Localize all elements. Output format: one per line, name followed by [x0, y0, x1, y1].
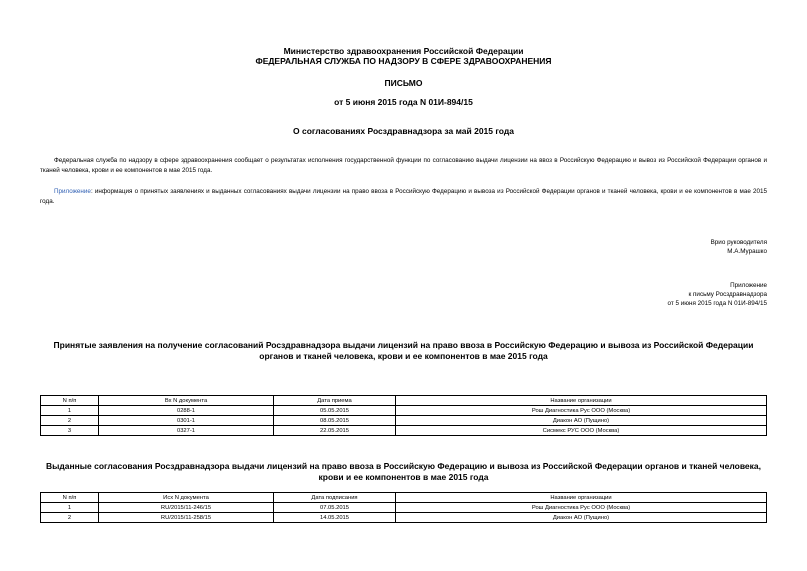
column-header: Дата приема [274, 396, 396, 406]
appendix-label[interactable]: Приложение [730, 282, 767, 289]
ministry-title: Министерство здравоохранения Российской Федерации [283, 46, 524, 56]
body-paragraph [40, 156, 767, 176]
document-subject: О согласованиях Росздравнадзора за май 2015 года [293, 126, 514, 136]
cell-org: Рош Диагностика Рус ООО (Москва) [396, 406, 767, 416]
column-header: Исх N документа [99, 493, 274, 503]
service-title: ФЕДЕРАЛЬНАЯ СЛУЖБА ПО НАДЗОРУ В СФЕРЕ ЗДРАВООХРАНЕНИЯ [255, 56, 552, 66]
accepted-applications-table [40, 395, 767, 436]
column-header: Название организации [396, 396, 767, 406]
document-type: ПИСЬМО [384, 78, 423, 88]
cell-doc: RU/2015/11-246/15 [99, 503, 274, 513]
cell-org: Диакон АО (Пущино) [396, 513, 767, 523]
table-row [41, 406, 767, 416]
table-header-row [41, 493, 767, 503]
cell-number: 2 [41, 416, 99, 426]
column-header: Дата подписания [274, 493, 396, 503]
appendix-reference: к письму Росздравнадзора [688, 291, 767, 298]
cell-org: Рош Диагностика Рус ООО (Москва) [396, 503, 767, 513]
table2-title: Выданные согласования Росздравнадзора выдачи лицензий на право ввоза в Российскую Федерацию и вывоза из Российской Федерации органов и тканей человека, крови и ее компонентов в мае 2015 года [45, 461, 762, 482]
column-header: Название организации [396, 493, 767, 503]
table-row [41, 513, 767, 523]
appendix-note [667, 281, 767, 308]
cell-number: 1 [41, 503, 99, 513]
table-row [41, 416, 767, 426]
column-header: N п/п [41, 493, 99, 503]
attachment-text: : информация о принятых заявлениях и выданных согласованиях выдачи лицензии на право ввоза в Российскую Федерацию и вывоза из Российской Федерации органов и тканей человека, крови и ее компонентов в мае 2015 года. [40, 188, 767, 205]
signature-position: Врио руководителя [710, 239, 767, 246]
cell-date: 22.05.2015 [274, 426, 396, 436]
cell-doc: 0301-1 [99, 416, 274, 426]
attachment-paragraph [40, 187, 767, 207]
table-header-row [41, 396, 767, 406]
cell-doc: 0327-1 [99, 426, 274, 436]
cell-org: Сисмекс РУС ООО (Москва) [396, 426, 767, 436]
appendix-date: от 5 июня 2015 года N 01И-894/15 [667, 300, 767, 307]
cell-date: 07.05.2015 [274, 503, 396, 513]
cell-number: 1 [41, 406, 99, 416]
cell-date: 05.05.2015 [274, 406, 396, 416]
column-header: N п/п [41, 396, 99, 406]
body-paragraph-text: Федеральная служба по надзору в сфере здравоохранения сообщает о результатах исполнения государственной функции по согласованию выдачи лицензии на ввоз в Российскую Федерацию и вывоз из Российской Федерации органов и тканей человека, крови и ее компонентов в мае 2015 года. [40, 157, 767, 174]
signature-name: М.А.Мурашко [727, 248, 767, 255]
document-date-number: от 5 июня 2015 года N 01И-894/15 [334, 97, 473, 107]
cell-org: Диакон АО (Пущино) [396, 416, 767, 426]
cell-doc: RU/2015/11-258/15 [99, 513, 274, 523]
signature-block [711, 238, 767, 256]
cell-number: 2 [41, 513, 99, 523]
cell-number: 3 [41, 426, 99, 436]
table-row [41, 503, 767, 513]
cell-date: 14.05.2015 [274, 513, 396, 523]
issued-approvals-table [40, 492, 767, 523]
cell-doc: 0288-1 [99, 406, 274, 416]
table-row [41, 426, 767, 436]
attachment-link[interactable]: Приложение [54, 188, 91, 195]
column-header: Вх N документа [99, 396, 274, 406]
table1-title: Принятые заявления на получение согласований Росздравнадзора выдачи лицензий на право ввоза в Российскую Федерацию и вывоза из Российской Федерации органов и тканей человека, крови и ее компонентов в мае 2015 года [53, 340, 754, 361]
cell-date: 08.05.2015 [274, 416, 396, 426]
